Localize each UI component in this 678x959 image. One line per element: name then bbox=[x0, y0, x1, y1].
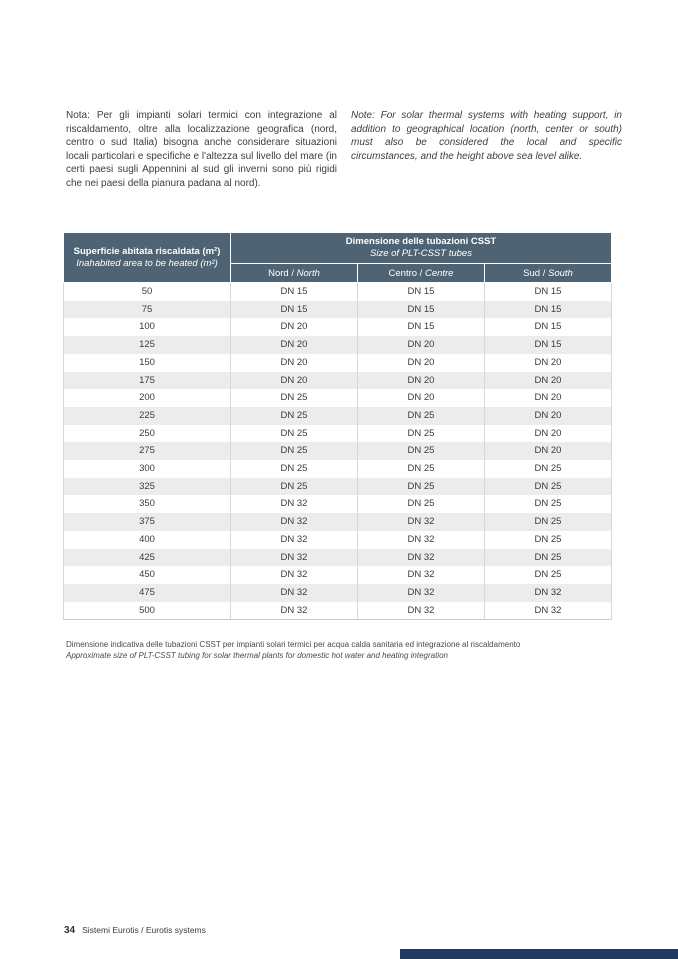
area-cell: 475 bbox=[64, 584, 231, 602]
table-row bbox=[64, 549, 612, 567]
column-header-south-it: Sud / bbox=[523, 267, 548, 279]
north-cell: DN 32 bbox=[231, 602, 358, 620]
page-number: 34 bbox=[64, 925, 76, 936]
centre-cell: DN 25 bbox=[358, 495, 485, 513]
centre-cell: DN 32 bbox=[358, 531, 485, 549]
area-column-header bbox=[64, 233, 231, 283]
south-cell: DN 20 bbox=[485, 354, 612, 372]
centre-cell: DN 25 bbox=[358, 460, 485, 478]
area-header-english: Inahabited area to be heated (m²) bbox=[76, 257, 218, 269]
south-cell: DN 15 bbox=[485, 301, 612, 319]
csst-sizing-table bbox=[63, 232, 612, 620]
group-header-english: Size of PLT-CSST tubes bbox=[370, 248, 472, 259]
north-cell: DN 15 bbox=[231, 283, 358, 301]
column-header-north-it: Nord / bbox=[268, 267, 297, 279]
area-cell: 175 bbox=[64, 372, 231, 390]
area-cell: 500 bbox=[64, 602, 231, 620]
centre-cell: DN 25 bbox=[358, 407, 485, 425]
south-cell: DN 15 bbox=[485, 283, 612, 301]
table-row bbox=[64, 602, 612, 620]
centre-cell: DN 15 bbox=[358, 283, 485, 301]
north-cell: DN 32 bbox=[231, 495, 358, 513]
table-row bbox=[64, 584, 612, 602]
north-cell: DN 25 bbox=[231, 389, 358, 407]
table-row bbox=[64, 495, 612, 513]
north-cell: DN 15 bbox=[231, 301, 358, 319]
south-cell: DN 25 bbox=[485, 531, 612, 549]
south-cell: DN 20 bbox=[485, 442, 612, 460]
area-cell: 200 bbox=[64, 389, 231, 407]
centre-cell: DN 20 bbox=[358, 372, 485, 390]
north-cell: DN 25 bbox=[231, 460, 358, 478]
group-header-italian: Dimensione delle tubazioni CSST bbox=[345, 236, 497, 247]
area-cell: 375 bbox=[64, 513, 231, 531]
centre-cell: DN 15 bbox=[358, 301, 485, 319]
north-cell: DN 20 bbox=[231, 354, 358, 372]
caption-italian: Dimensione indicativa delle tubazioni CSST per impianti solari termici per acqua calda sanitaria ed integrazione al riscaldamento bbox=[66, 640, 521, 649]
area-cell: 275 bbox=[64, 442, 231, 460]
column-header-centre-en: Centre bbox=[424, 267, 454, 279]
note-english: Note: For solar thermal systems with heating support, in addition to geographical location (north, center or south) must also be considered the local and specific circumstances, and the height above sea level alike. bbox=[351, 110, 622, 162]
caption-english: Approximate size of PLT-CSST tubing for solar thermal plants for domestic hot water and heating integration bbox=[66, 650, 448, 660]
south-cell: DN 25 bbox=[485, 549, 612, 567]
north-cell: DN 25 bbox=[231, 407, 358, 425]
centre-cell: DN 32 bbox=[358, 602, 485, 620]
table-row bbox=[64, 478, 612, 496]
north-cell: DN 25 bbox=[231, 478, 358, 496]
north-cell: DN 25 bbox=[231, 425, 358, 443]
centre-cell: DN 32 bbox=[358, 566, 485, 584]
table-row bbox=[64, 336, 612, 354]
column-header-north-en: North bbox=[296, 267, 320, 279]
table-row bbox=[64, 460, 612, 478]
table-row bbox=[64, 425, 612, 443]
south-cell: DN 20 bbox=[485, 425, 612, 443]
area-cell: 100 bbox=[64, 318, 231, 336]
area-cell: 250 bbox=[64, 425, 231, 443]
table-caption bbox=[66, 640, 586, 661]
north-cell: DN 20 bbox=[231, 336, 358, 354]
centre-cell: DN 32 bbox=[358, 584, 485, 602]
footer-label: Sistemi Eurotis / Eurotis systems bbox=[82, 925, 206, 935]
area-header-italian: Superficie abitata riscaldata (m²) bbox=[73, 245, 221, 257]
centre-cell: DN 20 bbox=[358, 389, 485, 407]
south-cell: DN 32 bbox=[485, 584, 612, 602]
south-cell: DN 25 bbox=[485, 478, 612, 496]
table-row bbox=[64, 318, 612, 336]
centre-cell: DN 15 bbox=[358, 318, 485, 336]
csst-sizing-table-wrap bbox=[63, 232, 612, 620]
centre-cell: DN 25 bbox=[358, 478, 485, 496]
north-cell: DN 32 bbox=[231, 513, 358, 531]
centre-cell: DN 25 bbox=[358, 442, 485, 460]
area-cell: 400 bbox=[64, 531, 231, 549]
centre-cell: DN 32 bbox=[358, 513, 485, 531]
table-row bbox=[64, 531, 612, 549]
tube-size-group-header bbox=[231, 233, 612, 264]
north-cell: DN 20 bbox=[231, 318, 358, 336]
area-cell: 325 bbox=[64, 478, 231, 496]
area-cell: 425 bbox=[64, 549, 231, 567]
area-cell: 350 bbox=[64, 495, 231, 513]
area-cell: 225 bbox=[64, 407, 231, 425]
north-cell: DN 20 bbox=[231, 372, 358, 390]
table-body bbox=[64, 283, 612, 620]
north-cell: DN 32 bbox=[231, 584, 358, 602]
column-header-centre-it: Centro / bbox=[388, 267, 425, 279]
bottom-accent-bar bbox=[400, 949, 678, 959]
centre-cell: DN 20 bbox=[358, 354, 485, 372]
north-cell: DN 32 bbox=[231, 549, 358, 567]
table-row bbox=[64, 566, 612, 584]
page-footer bbox=[64, 920, 206, 938]
south-cell: DN 20 bbox=[485, 372, 612, 390]
south-cell: DN 32 bbox=[485, 602, 612, 620]
area-cell: 75 bbox=[64, 301, 231, 319]
area-cell: 300 bbox=[64, 460, 231, 478]
north-cell: DN 25 bbox=[231, 442, 358, 460]
note-italian: Nota: Per gli impianti solari termici con integrazione al riscaldamento, oltre alla localizzazione geografica (nord, centro o sud Italia) bisogna anche considerare situazioni locali particolari e specifiche e l'altezza sul livello del mare (in certi paesi sugli Appennini al sud gli inverni sono più rigidi che nei paesi della pianura padana al nord). bbox=[66, 110, 337, 189]
south-cell: DN 25 bbox=[485, 513, 612, 531]
column-header-south bbox=[485, 264, 612, 283]
area-cell: 150 bbox=[64, 354, 231, 372]
centre-cell: DN 32 bbox=[358, 549, 485, 567]
column-header-centre bbox=[358, 264, 485, 283]
area-cell: 50 bbox=[64, 283, 231, 301]
table-row bbox=[64, 301, 612, 319]
south-cell: DN 25 bbox=[485, 460, 612, 478]
centre-cell: DN 20 bbox=[358, 336, 485, 354]
table-row bbox=[64, 442, 612, 460]
south-cell: DN 15 bbox=[485, 336, 612, 354]
area-cell: 125 bbox=[64, 336, 231, 354]
south-cell: DN 25 bbox=[485, 495, 612, 513]
table-row bbox=[64, 513, 612, 531]
area-cell: 450 bbox=[64, 566, 231, 584]
table-row bbox=[64, 354, 612, 372]
south-cell: DN 20 bbox=[485, 389, 612, 407]
table-row bbox=[64, 389, 612, 407]
table-row bbox=[64, 283, 612, 301]
table-header bbox=[64, 233, 612, 283]
south-cell: DN 15 bbox=[485, 318, 612, 336]
table-row bbox=[64, 372, 612, 390]
table-row bbox=[64, 407, 612, 425]
centre-cell: DN 25 bbox=[358, 425, 485, 443]
notes-section bbox=[66, 109, 622, 191]
column-header-north bbox=[231, 264, 358, 283]
south-cell: DN 20 bbox=[485, 407, 612, 425]
north-cell: DN 32 bbox=[231, 566, 358, 584]
south-cell: DN 25 bbox=[485, 566, 612, 584]
column-header-south-en: South bbox=[548, 267, 573, 279]
north-cell: DN 32 bbox=[231, 531, 358, 549]
